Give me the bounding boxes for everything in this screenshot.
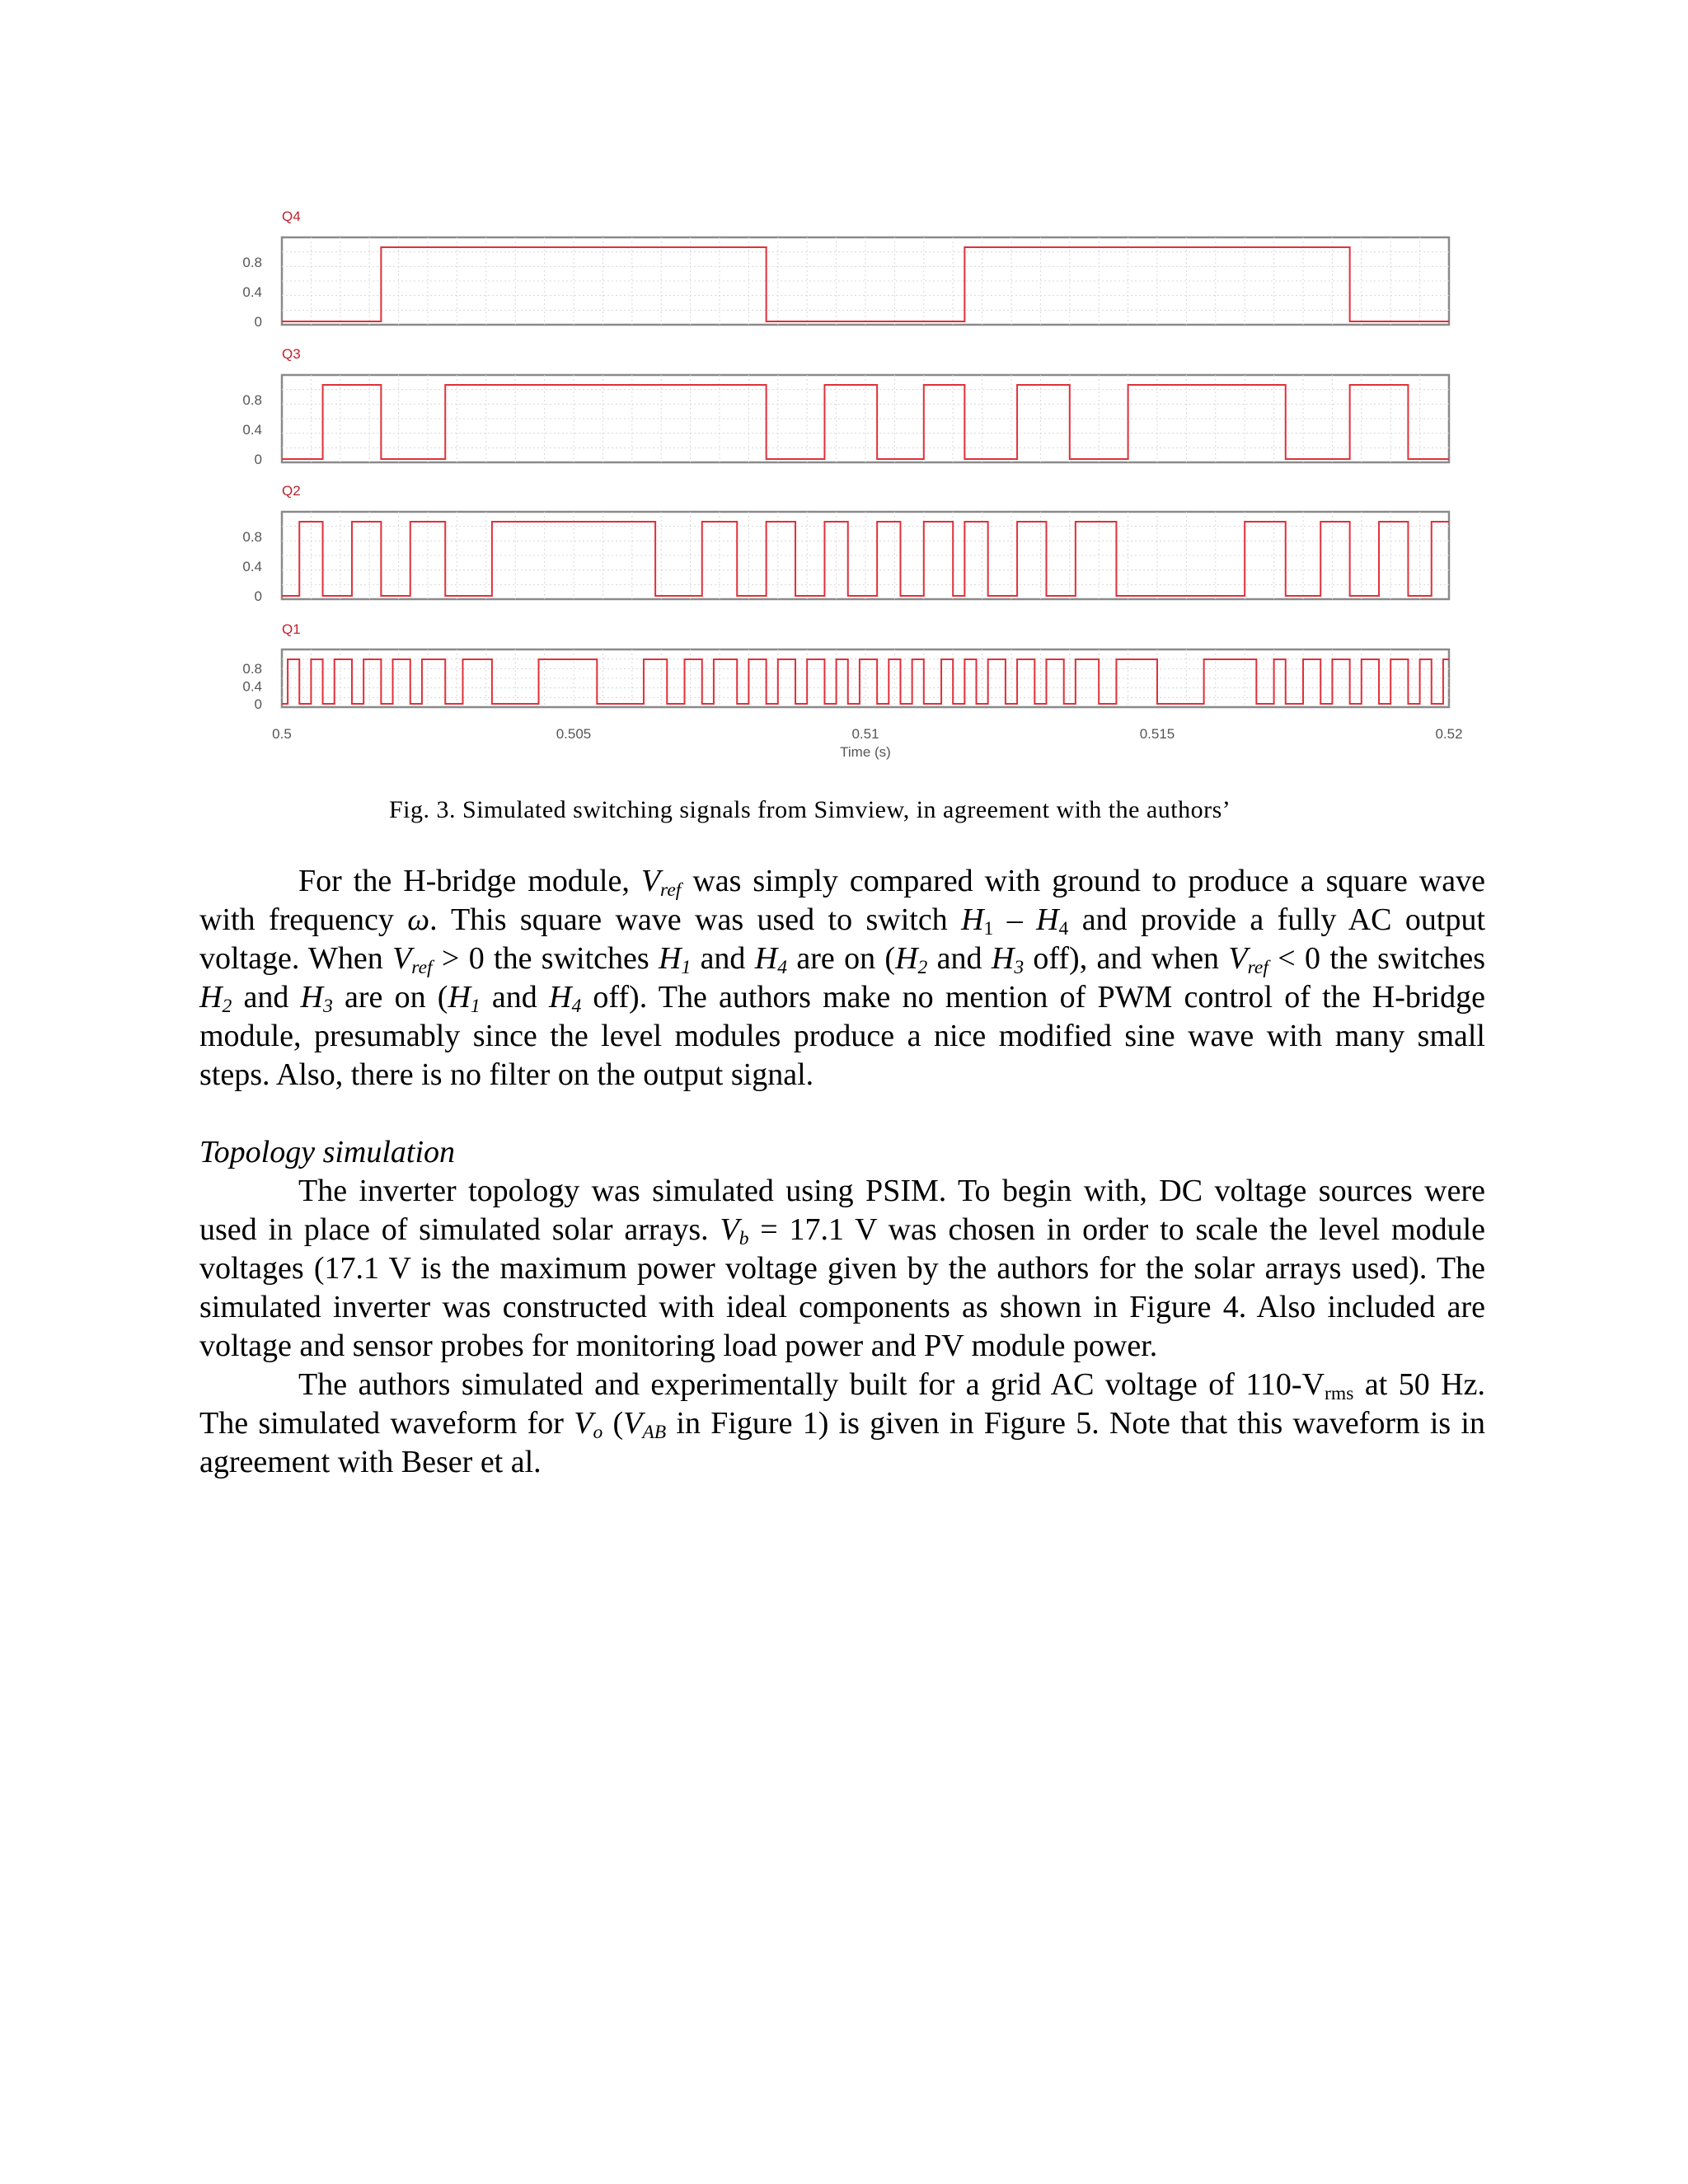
y-tick-label: 0 [254, 588, 262, 604]
x-tick-label: 0.5 [272, 726, 292, 742]
x-axis-label: Time (s) [840, 744, 891, 760]
figure-caption: Fig. 3. Simulated switching signals from Simview, in agreement with the authors’ [389, 796, 1231, 823]
paragraph-waveform: The authors simulated and experimentally built for a grid AC voltage of $110-V_{rms}$ at 50 Hz. The simulated waveform for $V_o$ ($V_{AB}$ in Figure 1) is given in Figure 5. Note that this waveform is in agreement with Beser et al. [199, 1367, 1485, 1479]
series-label: Q4 [282, 209, 301, 224]
paragraph-topology: The inverter topology was simulated using PSIM. To begin with, DC voltage sources were used in place of simulated solar arrays. $V_b = 17.1$ V was chosen in order to scale the level module voltages (17.1 V is the maximum power voltage given by the authors for the solar arrays used). The simulated inverter was constructed with ideal components as shown in Figure 4. Also included are voltage and sensor probes for monitoring load power and PV module power. [199, 1174, 1485, 1363]
y-tick-label: 0.4 [242, 284, 262, 300]
series-label: Q1 [282, 621, 301, 637]
paragraph-h-bridge: For the H-bridge module, $V_{ref}$ was simply compared with ground to produce a square wave with frequency ω. This square wave was used to switch $H_1 - H_4$ and provide a fully AC output voltage. When $V_{ref} > 0$ the switches $H_1$ and $H_4$ are on ($H_2$ and $H_3$ off), and when $V_{ref} < 0$ the switches $H_2$ and $H_3$ are on ($H_1$ and $H_4$ off). The authors make no mention of PWM control of the H-bridge module, presumably since the level modules produce a nice modified sine wave with many small steps. Also, there is no filter on the output signal. [199, 864, 1485, 1092]
y-tick-label: 0.8 [242, 255, 262, 270]
y-tick-label: 0.8 [242, 529, 262, 545]
series-label: Q3 [282, 346, 301, 362]
x-tick-label: 0.51 [851, 726, 879, 742]
switching-signals-chart [223, 196, 1463, 765]
y-tick-label: 0.8 [242, 392, 262, 408]
x-tick-label: 0.515 [1139, 726, 1175, 742]
x-tick-label: 0.505 [556, 726, 592, 742]
y-tick-label: 0.4 [242, 422, 262, 438]
y-tick-label: 0.8 [242, 660, 262, 677]
y-tick-label: 0 [254, 314, 262, 330]
section-topology-simulation [199, 1133, 1485, 1482]
x-tick-label: 0.52 [1435, 726, 1463, 742]
y-tick-label: 0 [254, 452, 262, 467]
y-tick-label: 0.4 [242, 678, 262, 695]
section-heading: Topology simulation [199, 1135, 456, 1169]
y-tick-label: 0 [254, 696, 262, 712]
series-label: Q2 [282, 483, 301, 499]
y-tick-label: 0.4 [242, 559, 262, 574]
